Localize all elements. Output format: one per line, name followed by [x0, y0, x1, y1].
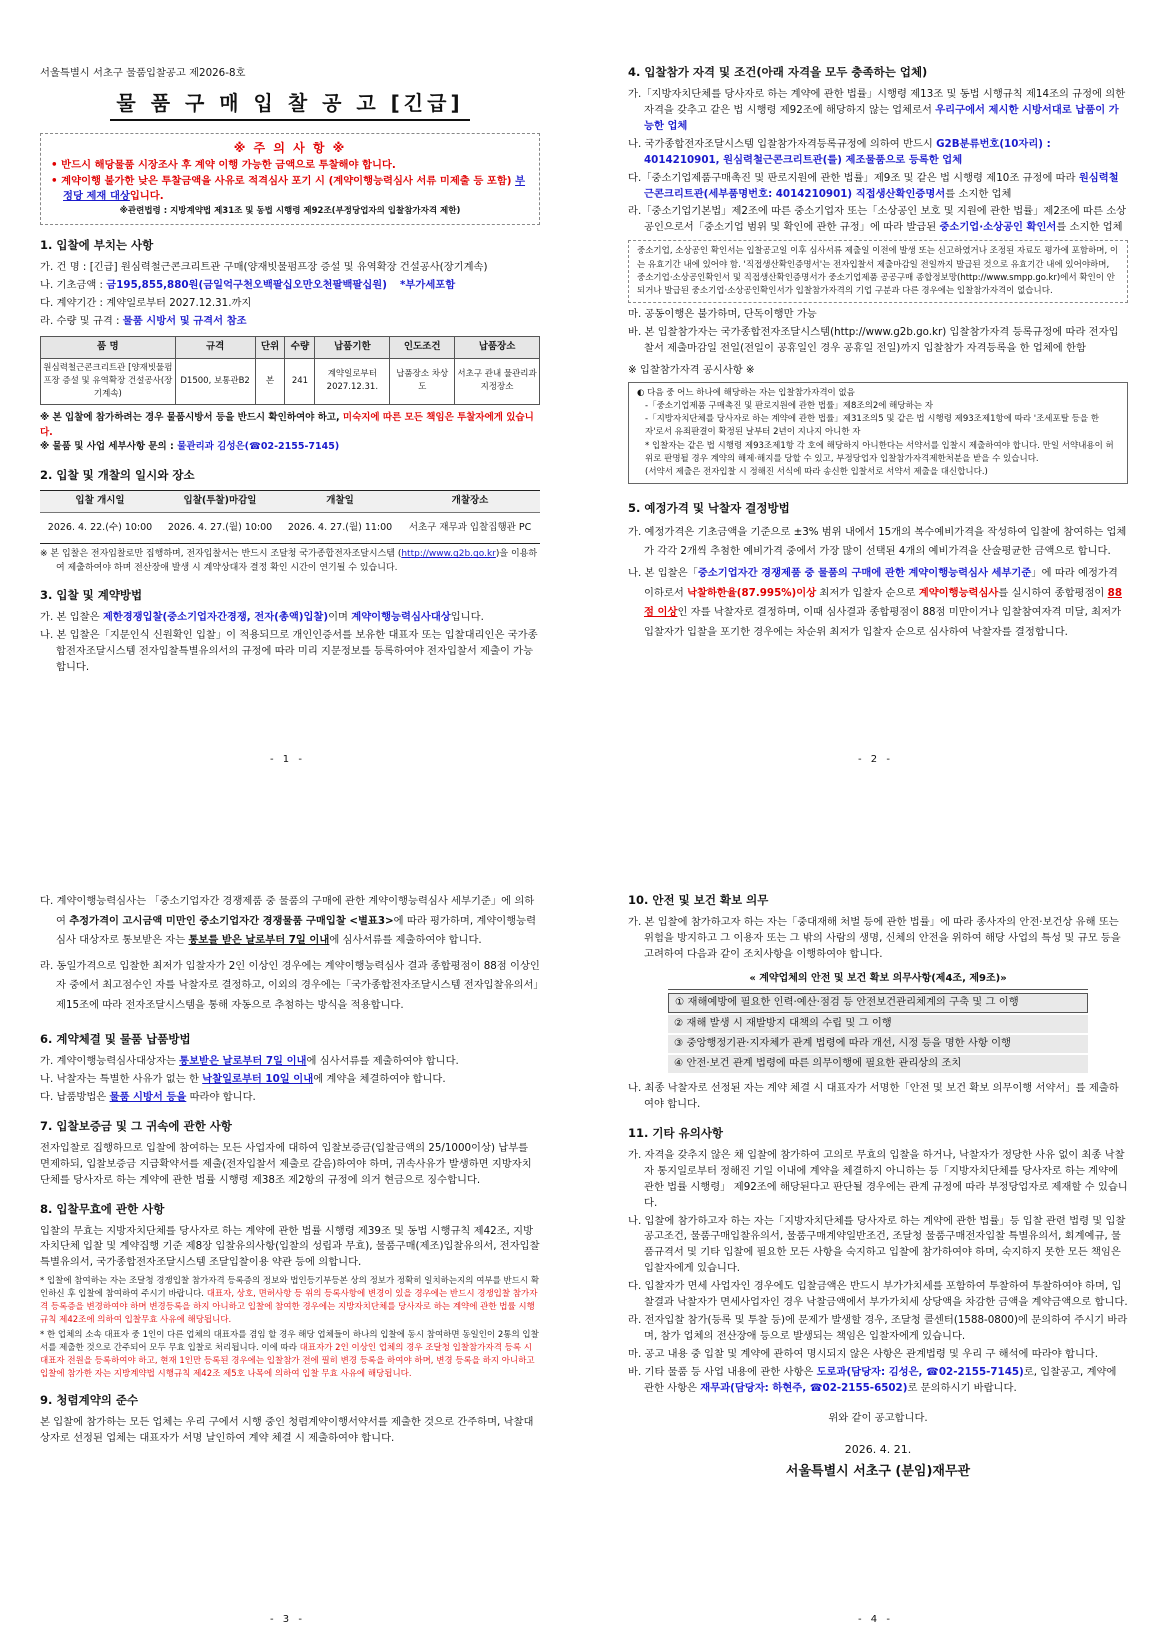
s4-item-b: 나. 국가종합전자조달시스템 입찰참가자격등록규정에 의하여 반드시 G2B분류번호(10자리) : 4014210901, 원심력철근콘크리트관(를) 제조물품으로 등록한 업체 — [628, 137, 1051, 166]
s5-item-b: 나. 본 입찰은「중소기업자간 경쟁제품 중 물품의 구매에 관한 계약이행능력심사 세부기준」에 따라 예정가격 이하로서 낙찰하한율(87.995%)이상 최저가 입찰자 순으로 계약이행능력심사를 실시하여 종합평점이 88점 이상인 자를 낙찰자로 결정하며, 이때 심사결과 종합평점이 88점 미만이거나 입찰참여자격 미달, 최저가 입찰자가 입찰을 포기한 경우에는 차순위 최저가 입찰자 순으로 심사하여 낙찰자를 결정합니다. — [628, 567, 1122, 638]
s4-certificate-box: 중소기업, 소상공인 확인서는 입찰공고일 이후 심사서류 제출일 이전에 발생 또는 신고하였거나 조정된 자료도 평가에 포함하며, 이는 유효기간 내에 있어야 함. '직접생산확인증명서'는 전자입찰서 제출마감일 전일까지 발급된 것으로 유효기간 내에 있어야하며, 중소기업·소상공인확인서 및 직접생산확인증명서가 중소기업제품 공공구매 종합정보망(http://www.smpp.go.kr)에서 확인이 안 되거나 발급된 중소기업·소상공인확인서가 입찰참가자격의 기업 구분과 다른 경우에는 입찰참가자격이 없습니다. — [628, 240, 1128, 303]
notice-line: -「중소기업제품 구매촉진 및 판로지원에 관한 법률」제8조의2에 해당하는 자 — [645, 401, 933, 412]
s11-item-b: 나. 입찰에 참가하고자 하는 자는「지방자치단체를 당사자로 하는 계약에 관한 법률」등 입찰 관련 법령 및 입찰공고조건, 물품구매입찰유의서, 물품구매계약일반조건, 조달청 물품구매전자입찰 특별유의서, 회계예규, 물품규격서 및 기타 입찰에 필요한 모든 사항을 숙지하고 입찰에 참가하여야 하며, 숙지하지 못한 모든 책임은 입찰자에게 있습니다. — [628, 1214, 1126, 1275]
g2b-link[interactable]: http://www.g2b.go.kr — [401, 549, 496, 560]
section-8-heading: 8. 입찰무효에 관한 사항 — [40, 1201, 165, 1216]
s10-item-b: 나. 최종 낙찰자로 선정된 자는 계약 체결 시 대표자가 서명한「안전 및 보건 확보 의무이행 서약서」를 제출하여야 합니다. — [628, 1081, 1119, 1110]
s10-item-a: 가. 본 입찰에 참가하고자 하는 자는「중대재해 처벌 등에 관한 법률」에 따라 종사자의 안전·보건상 유해 또는 위험을 방지하고 그 이용자 또는 그 밖의 사람의 생명, 신체의 안전을 위하여 해당 사업의 특성 및 규모 등을 고려하여 다음과 같이 조치사항을 이행하여야 합니다. — [628, 915, 1121, 960]
s8-footnote-1: * 입찰에 참여하는 자는 조달청 경쟁입찰 참가자격 등록증의 정보와 법인등기부등본 상의 정보가 정확히 일치하는지의 여부를 반드시 확인하신 후 입찰에 참여하여 주시기 바랍니다. 대표자, 상호, 면허사항 등 위의 등록사항에 변경이 있을 경우에는 반드시 경쟁입찰 참가자격 등록증을 변경하여야 하며 변경등록을 하지 아니하고 입찰에 참여한 경우에는 지방자치단체를 당사자로 하는 계약에 관한 법률 시행규칙 제42조에 의하여 입찰무효 사유에 해당됩니다. — [40, 1276, 540, 1325]
page-3 — [40, 890, 540, 1610]
closing-text: 위와 같이 공고합니다. — [828, 1412, 928, 1424]
notice-line: -「지방자치단체를 당사자로 하는 계약에 관한 법률」제31조의5 및 같은 법 시행령 제93조제1항에 따라 '조세포탈 등을 한 자'로서 유죄판결이 확정된 날부터 2년이 지나지 아니한 자 — [645, 414, 1099, 438]
signer: 서울특별시 서초구 (분임)재무관 — [785, 1464, 971, 1479]
caution-law: ※관련법령 : 지방계약법 제31조 및 동법 시행령 제92조(부정당업자의 입찰참가자격 제한) — [119, 206, 461, 217]
caution-header: ※ 주 의 사 항 ※ — [233, 140, 347, 155]
doc-number: 서울특별시 서초구 물품입찰공고 제2026-8호 — [40, 67, 246, 79]
table-header: 품 명 — [41, 336, 176, 358]
s1-item-d: 라. 수량 및 규격 : 물품 시방서 및 규격서 참조 — [40, 314, 247, 327]
duty-box — [668, 971, 1088, 1073]
table-header: 인도조건 — [390, 336, 455, 358]
s1-item-a: 가. 건 명 : [긴급] 원심력철근콘크리트관 구매(양재빗물펌프장 증설 및 유역확장 건설공사(장기계속) — [40, 260, 488, 273]
caution-box — [40, 133, 540, 225]
table-row: 원심력철근콘크리트관 [양재빗물펌프장 증설 및 유역확장 건설공사(장기계속) D1500, 보통관B2 본 241 계약일로부터 2027.12.31. 납품장소 차상도 서초구 관내 물관리과 지정장소 — [41, 358, 540, 405]
s9-text: 본 입찰에 참가하는 모든 업체는 우리 구에서 시행 중인 청렴계약이행서약서를 제출한 것으로 간주하며, 낙찰대상자로 선정된 업체는 대표자가 서명 날인하여 계약 체결 시 제출하여야 합니다. — [40, 1416, 534, 1445]
s11-item-a: 가. 자격을 갖추지 않은 채 입찰에 참가하여 고의로 무효의 입찰을 하거나, 낙찰자가 정당한 사유 없이 최종 낙찰자 통지일로부터 정해진 기일 이내에 계약을 체결하지 아니하는 등「지방자치단체를 당사자로 하는 계약에 관한 법률 시행령」 제92조에 해당된다고 판단될 경우에는 관계 규정에 따라 부정당업자로 제재할 수 있습니다. — [628, 1148, 1128, 1209]
s11-item-e: 마. 공고 내용 중 입찰 및 계약에 관하여 명시되지 않은 사항은 관계법령 및 우리 구 해석에 따라야 합니다. — [628, 1348, 1099, 1361]
s8-text: 입찰의 무효는 지방자치단체를 당사자로 하는 계약에 관한 법률 시행령 제39조 및 동법 시행규칙 제42조, 지방자치단체 입찰 및 계약집행 기준 제8장 입찰유의사항(입찰의 성립과 무효), 물품구매(제조)입찰유의서, 전자입찰특별유의서, 국가종합전자조달시스템 조달입찰이용 약관 등에 의합니다. — [40, 1224, 540, 1269]
section-4-heading: 4. 입찰참가 자격 및 조건(아래 자격을 모두 충족하는 업체) — [628, 65, 928, 79]
s5-item-a: 가. 예정가격은 기초금액을 기준으로 ±3% 범위 내에서 15개의 복수예비가격을 작성하여 입찰에 참여하는 업체가 각각 2개씩 추첨한 예비가격 중에서 가장 많이 선택된 4개의 예비가격을 산술평균한 금액으로 합니다. — [628, 525, 1127, 558]
section-3-heading: 3. 입찰 및 계약방법 — [40, 588, 143, 603]
table-row: 2026. 4. 22.(수) 10:00 2026. 4. 27.(월) 10:00 2026. 4. 27.(월) 11:00 서초구 재무과 입찰집행관 PC — [40, 512, 540, 544]
page-title: 물 품 구 매 입 찰 공 고 [긴급] — [40, 88, 540, 121]
table-header: 수량 — [285, 336, 315, 358]
note-spec: ※ 본 입찰에 참가하려는 경우 물품시방서 등을 반드시 확인하여야 하고, 미숙지에 따른 모든 책임은 투찰자에게 있습니다. — [40, 412, 534, 438]
s11-item-d: 라. 전자입찰 참가(등록 및 투찰 등)에 문제가 발생할 경우, 조달청 콜센터(1588-0800)에 문의하여 주시기 바라며, 참가 업체의 전산장애 등으로 발생되는 책임은 입찰자에게 있습니다. — [628, 1314, 1128, 1343]
s1-item-b: 나. 기초금액 : 금195,855,880원(금일억구천오백팔십오만오천팔백팔십원) *부가세포함 — [40, 278, 456, 291]
section-5-heading: 5. 예정가격 및 낙찰자 결정방법 — [628, 501, 790, 516]
duty-item: ④ 안전·보건 관계 법령에 따른 의무이행에 필요한 관리상의 조치 — [668, 1055, 1088, 1073]
issue-date: 2026. 4. 21. — [844, 1442, 912, 1456]
section-1-heading: 1. 입찰에 부치는 사항 — [40, 238, 154, 253]
duty-title: « 계약업체의 안전 및 보건 확보 의무사항(제4조, 제9조)» — [668, 971, 1088, 991]
caution-line-1: • 반드시 해당물품 시장조사 후 계약 이행 가능한 금액으로 투찰해야 합니다. — [51, 158, 396, 171]
notice-title: ※ 입찰참가자격 공시사항 ※ — [628, 363, 755, 376]
s3-item-a: 가. 본 입찰은 제한경쟁입찰(중소기업자간경쟁, 전자(총액)입찰)이며 계약이행능력심사대상입니다. — [40, 611, 484, 624]
page-4 — [628, 890, 1128, 1610]
section-7-heading: 7. 입찰보증금 및 그 귀속에 관한 사항 — [40, 1119, 232, 1134]
table-header-row — [41, 336, 540, 358]
s4-item-e: 마. 공동이행은 불가하며, 단독이행만 가능 — [628, 308, 817, 321]
note-inquiry: ※ 물품 및 사업 세부사항 문의 : 물관리과 김성은(☎02-2155-7145) — [40, 441, 340, 453]
s5-item-d: 라. 동일가격으로 입찰한 최저가 입찰자가 2인 이상인 경우에는 계약이행능력심사 결과 종합평점이 88점 이상인 자 중에서 최고점수인 자를 낙찰자로 결정하고, 이외의 경우에는「국가종합전자조달시스템 전자입찰유의서」제15조에 따라 전자조달시스템을 통해 자동으로 추첨하는 방식을 적용합니다. — [40, 959, 540, 1011]
page-number: - 1 - — [270, 754, 305, 765]
schedule-table — [40, 490, 540, 544]
section-11-heading: 11. 기타 유의사항 — [628, 1125, 724, 1140]
table-header-row: 입찰 개시일 입찰(투찰)마감일 개찰일 개찰장소 — [40, 490, 540, 512]
s1-item-c: 다. 계약기간 : 계약일로부터 2027.12.31.까지 — [40, 296, 252, 309]
s4-item-f: 바. 본 입찰참가자는 국가종합전자조달시스템(http://www.g2b.go.kr) 입찰참가자격 등록규정에 따라 전자입찰서 제출마감일 전일(전일이 공휴일인 경우 공휴일 전일)까지 입찰참가 자격등록을 한 업체에 한함 — [628, 326, 1119, 354]
s11-item-f: 바. 기타 물품 등 사업 내용에 관한 사항은 도로과(담당자: 김성은, ☎02-2155-7145)로, 입찰공고, 계약에 관한 사항은 재무과(담당자: 하현주, ☎02-2155-6502)로 문의하시기 바랍니다. — [628, 1366, 1117, 1395]
section-10-heading: 10. 안전 및 보건 확보 의무 — [628, 893, 769, 907]
section-2-heading: 2. 입찰 및 개찰의 일시와 장소 — [40, 468, 195, 483]
duty-item: ③ 중앙행정기관·지자체가 관계 법령에 따라 개선, 시정 등을 명한 사항 이행 — [668, 1035, 1088, 1053]
table-header: 규격 — [175, 336, 255, 358]
notice-line: (서약서 제출은 전자입찰 시 정해진 서식에 따라 송신한 입찰서로 서약서 제출을 대신합니다.) — [645, 466, 988, 477]
table-header: 단위 — [255, 336, 285, 358]
page-number: - 2 - — [858, 754, 893, 765]
s4-item-d: 라.「중소기업기본법」제2조에 따른 중소기업자 또는「소상공인 보호 및 지원에 관한 법률」제2조에 따른 소상공인으로서「중소기업 범위 및 확인에 관한 규정」에 따라 발급된 중소기업·소상공인 확인서를 소지한 업체 — [628, 205, 1127, 234]
duty-item: ② 재해 발생 시 재발방지 대책의 수립 및 그 이행 — [668, 1015, 1088, 1033]
notice-line: ◐ 다음 중 어느 하나에 해당하는 자는 입찰참가자격이 없음 — [637, 387, 855, 398]
page-2 — [628, 62, 1128, 802]
s6-item-b: 나. 낙찰자는 특별한 사유가 없는 한 낙찰일로부터 10일 이내에 계약을 체결하여야 합니다. — [40, 1073, 446, 1086]
s4-item-c: 다.「중소기업제품구매촉진 및 판로지원에 관한 법률」제9조 및 같은 법 시행령 제10조 규정에 따라 원심력철근콘크리트관(세부품명번호: 4014210901) 직접생산확인증명서를 소지한 업체 — [628, 171, 1119, 200]
section-6-heading: 6. 계약체결 및 물품 납품방법 — [40, 1032, 191, 1047]
s11-item-c: 다. 입찰자가 면세 사업자인 경우에도 입찰금액은 반드시 부가가치세를 포함하여 투찰하여 투찰하여야 하며, 입찰결과 낙찰자가 면세사업자인 경우 낙찰금액에서 부가가치세 상당액을 차감한 금액을 계약금액으로 합니다. — [628, 1280, 1128, 1309]
duty-item: ① 재해예방에 필요한 인력·예산·점검 등 안전보건관리체계의 구축 및 그 이행 — [668, 993, 1088, 1013]
page-number: - 3 - — [270, 1614, 305, 1625]
page-number: - 4 - — [858, 1614, 893, 1625]
s8-footnote-2: * 한 업체의 소속 대표자 중 1인이 다른 업체의 대표자를 겸임 할 경우 해당 업체들이 하나의 입찰에 동시 참여하면 동일인이 2통의 입찰서를 제출한 것으로 간주되어 모두 무효 입찰로 처리됩니다. 이에 따라 대표자가 2인 이상인 업체의 경우 조달청 입찰참가자격 등록 시 대표자 전원을 등록하여야 하고, 현재 1인만 등록된 경우에는 입찰참가 전에 필히 변경 등록을 하여야 하며, 변경 등록을 하지 아니하고 입찰에 참가한 자는 지방계약법 시행규칙 제42조 제5호 나목에 의하여 입찰 무효 사유에 해당됩니다. — [40, 1330, 539, 1379]
notice-line: * 입찰자는 같은 법 시행령 제93조제1항 각 호에 해당하지 아니한다는 서약서를 입찰시 제출하여야 합니다. 만일 서약내용이 허위로 판명될 경우 계약의 해제·해지를 당할 수 있고, 부정당업자 입찰참가자격제한처분을 받을 수 있습니다. — [645, 440, 1114, 464]
page-1 — [40, 62, 540, 802]
caution-line-2: • 계약이행 불가한 낮은 투찰금액을 사유로 적격심사 포기 시 (계약이행능력심사 서류 미제출 등 포함) 부정당 제재 대상입니다. — [51, 174, 526, 203]
item-table — [40, 336, 540, 405]
s6-item-c: 다. 납품방법은 물품 시방서 등을 따라야 합니다. — [40, 1091, 256, 1104]
s5-item-c: 다. 계약이행능력심사는 「중소기업자간 경쟁제품 중 물품의 구매에 관한 계약이행능력심사 세부기준」에 의하여 추정가격이 고시금액 미만인 중소기업자간 경쟁물품 구매입찰 <별표3>에 따라 평가하며, 계약이행능력심사 대상자로 통보받은 자는 통보를 받은 날로부터 7일 이내에 심사서류를 제출하여야 합니다. — [40, 895, 537, 947]
section-9-heading: 9. 청렴계약의 준수 — [40, 1393, 139, 1408]
s7-text: 전자입찰로 집행하므로 입찰에 참여하는 모든 사업자에 대하여 입찰보증금(입찰금액의 25/1000이상) 납부를 면제하되, 입찰보증금 지급확약서를 제출(전자입찰서 제출로 갈음)하여야 하며, 귀속사유가 발생하면 지방자치단체를 당사자로 하는 계약에 관한 법률 시행령 제38조 제2항의 규정에 의거 현금으로 징수합니다. — [40, 1141, 532, 1186]
table-header: 납품기한 — [315, 336, 390, 358]
notice-box — [628, 382, 1128, 484]
s6-item-a: 가. 계약이행능력심사대상자는 통보받은 날로부터 7일 이내에 심사서류를 제출하여야 합니다. — [40, 1055, 459, 1068]
table-header: 납품장소 — [455, 336, 540, 358]
s3-item-b: 나. 본 입찰은「지문인식 신원확인 입찰」이 적용되므로 개인인증서를 보유한 대표자 또는 입찰대리인은 국가종합전자조달시스템 전자입찰특별유의서의 규정에 따라 미리 지문정보를 등록하여야 전자입찰서 제출이 가능합니다. — [40, 629, 538, 674]
s4-item-a: 가.「지방자치단체를 당사자로 하는 계약에 관한 법률」시행령 제13조 및 동법 시행규칙 제14조의 규정에 의한 자격을 갖추고 같은 법 시행령 제92조에 해당하지 않는 업체로서 우리구에서 제시한 시방서대로 납품이 가능한 업체 — [628, 87, 1126, 132]
s2-note: ※ 본 입찰은 전자입찰로만 집행하며, 전자입찰서는 반드시 조달청 국가종합전자조달시스템 (http://www.g2b.go.kr)을 이용하여 제출하여야 하며 전산장애 발생 시 계약상대자 결정 확인 시간이 연기될 수 있습니다. — [40, 549, 538, 573]
